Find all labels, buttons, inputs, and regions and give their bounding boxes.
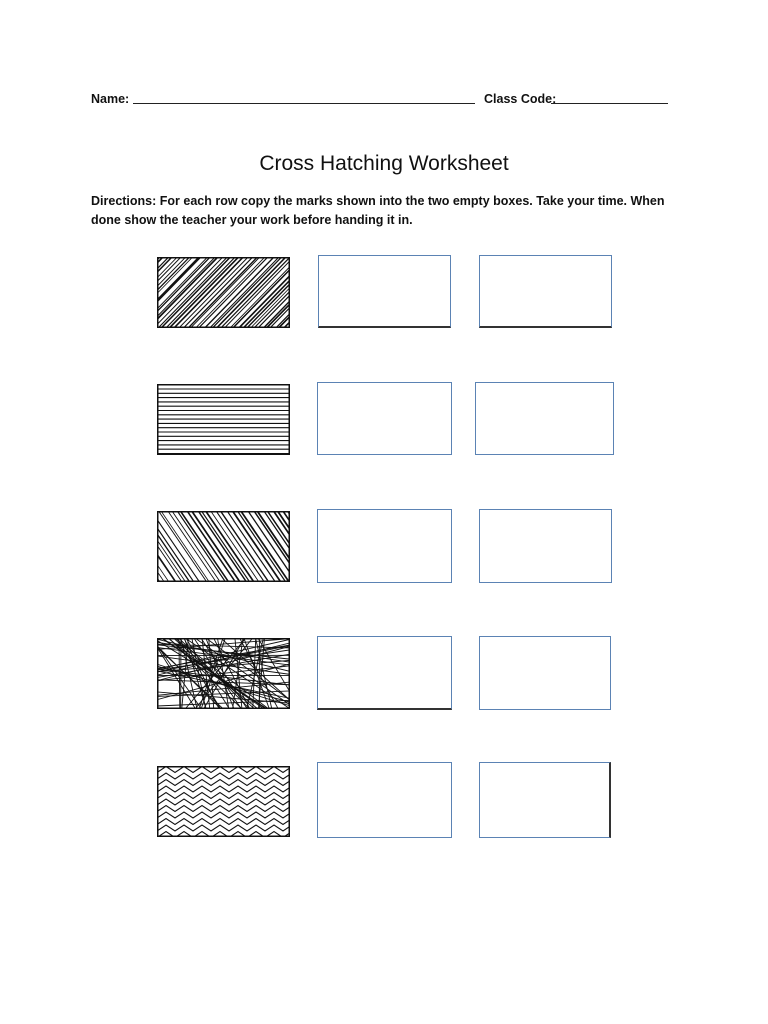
sample-box-cross-hatching (157, 638, 290, 709)
page-title: Cross Hatching Worksheet (259, 152, 509, 175)
practice-box-row4-a[interactable] (317, 636, 452, 710)
practice-box-row1-b[interactable] (479, 255, 612, 328)
practice-box-row5-b[interactable] (479, 762, 611, 838)
class-code-field[interactable] (551, 91, 668, 104)
name-label: Name: (91, 92, 130, 106)
practice-box-row4-b[interactable] (479, 636, 611, 710)
practice-box-row1-a[interactable] (318, 255, 451, 328)
student-info-header (91, 92, 671, 112)
practice-box-row3-b[interactable] (479, 509, 612, 583)
practice-box-row5-a[interactable] (317, 762, 452, 838)
sample-box-zigzag (157, 766, 290, 837)
practice-box-row2-a[interactable] (317, 382, 452, 455)
sample-box-horizontal-lines (157, 384, 290, 455)
practice-box-row2-b[interactable] (475, 382, 614, 455)
practice-box-row3-a[interactable] (317, 509, 452, 583)
sample-box-diagonal-dense (157, 257, 290, 328)
sample-box-diagonal-loose (157, 511, 290, 582)
class-code-label: Class Code: (484, 92, 557, 106)
directions-text: Directions: For each row copy the marks shown into the two empty boxes. Take your time. When done show the teacher your work before handing it in. (91, 194, 665, 227)
name-field[interactable] (133, 91, 475, 104)
